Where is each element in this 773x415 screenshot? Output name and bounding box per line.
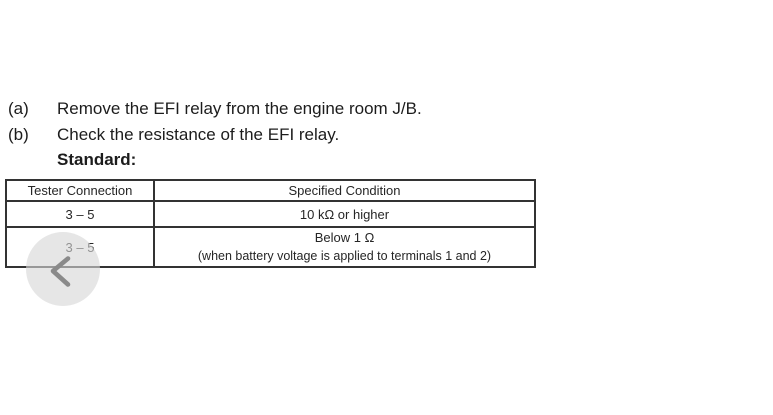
instruction-text: Remove the EFI relay from the engine room J/B. xyxy=(57,99,422,118)
instruction-text: Check the resistance of the EFI relay. xyxy=(57,124,340,144)
instruction-step-a xyxy=(8,96,422,122)
column-header-specified-condition: Specified Condition xyxy=(154,180,535,201)
tester-connection-cell: 3 – 5 xyxy=(6,201,154,227)
list-marker xyxy=(8,147,57,173)
condition-main: Below 1 Ω xyxy=(314,230,375,245)
specified-condition-cell xyxy=(154,227,535,267)
instruction-list xyxy=(8,96,422,173)
list-marker: (a) xyxy=(8,99,29,118)
list-marker: (b) xyxy=(8,124,29,144)
instruction-step-b xyxy=(8,122,422,148)
table-row xyxy=(6,201,535,227)
back-nav-overlay[interactable] xyxy=(26,232,100,306)
standard-heading xyxy=(8,147,422,173)
specified-condition-cell: 10 kΩ or higher xyxy=(154,201,535,227)
chevron-left-icon[interactable] xyxy=(26,232,100,306)
column-header-tester-connection: Tester Connection xyxy=(6,180,154,201)
standard-label: Standard: xyxy=(57,150,137,169)
condition-note: (when battery voltage is applied to terminals 1 and 2) xyxy=(197,249,492,263)
table-header-row xyxy=(6,180,535,201)
